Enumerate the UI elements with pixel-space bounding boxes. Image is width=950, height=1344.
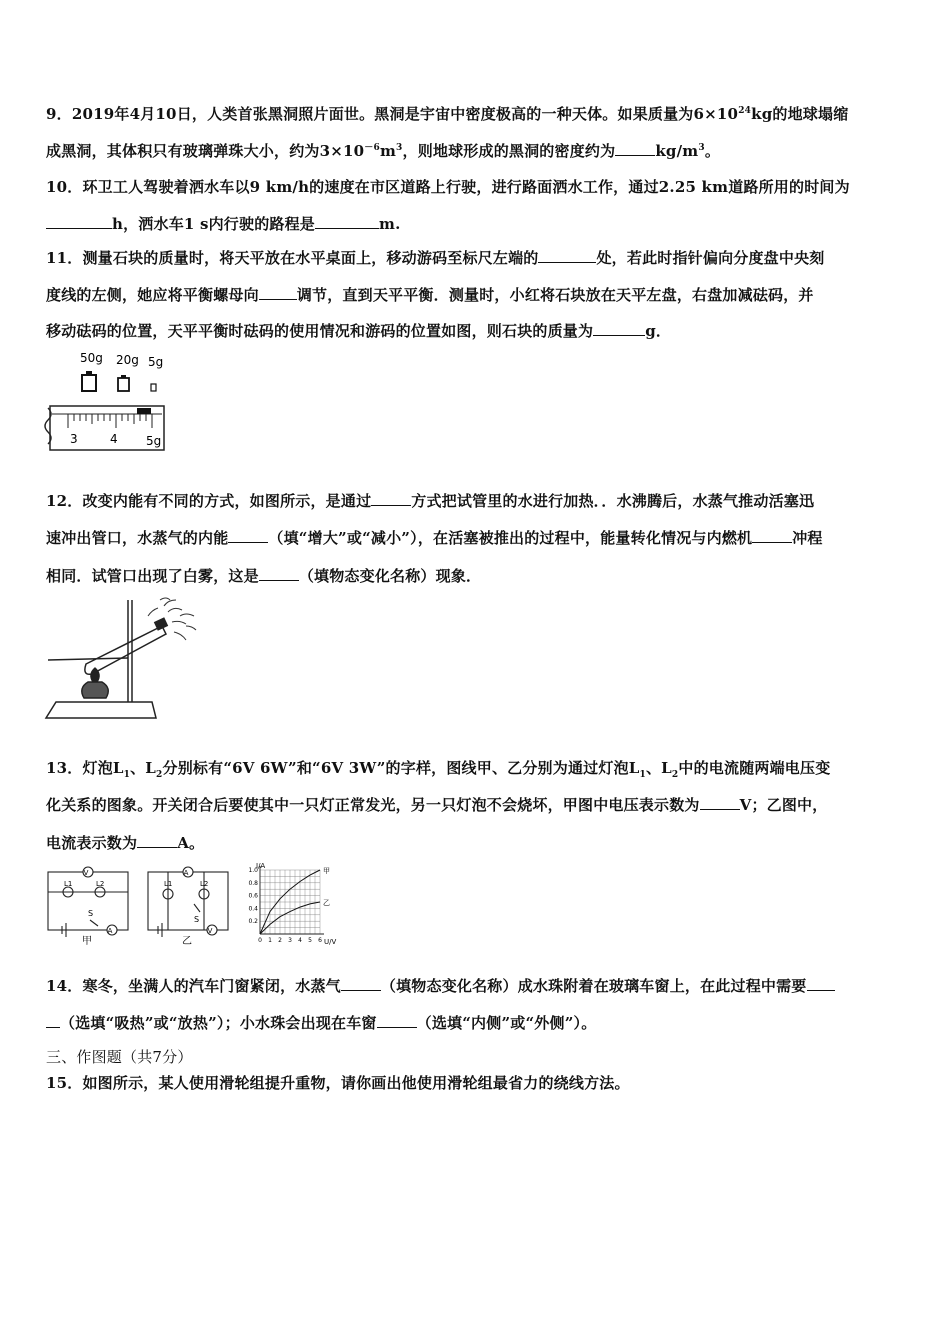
q13-text: 13．灯泡L — [46, 759, 124, 777]
q9-text: kg/m — [655, 142, 699, 160]
q13-subscript: 2 — [671, 770, 679, 780]
q9-text: ，则地球形成的黑洞的密度约为 — [402, 142, 616, 160]
q9-line2 — [46, 140, 916, 161]
q13-line2 — [46, 794, 916, 815]
q11-text: 11．测量石块的质量时，将天平放在水平桌面上，移动游码至标尺左端的 — [46, 249, 539, 267]
q9-text: m — [379, 142, 397, 160]
q13-text: 电流表示数为 — [46, 834, 138, 852]
q13-text: A。 — [177, 834, 205, 852]
q11-answer-blank-3[interactable] — [593, 321, 645, 336]
q12-line3 — [46, 565, 916, 586]
graph-x-tick-label: 5 — [308, 937, 312, 944]
circuit-jia-switch-label: S — [88, 909, 94, 918]
q10-line2 — [46, 213, 916, 234]
q9-exponent: －6 — [364, 143, 380, 153]
q15-line1 — [46, 1072, 916, 1093]
q11-text: 处，若此时指针偏向分度盘中央刻 — [596, 249, 825, 267]
q12-test-tube-figure — [44, 592, 204, 724]
circuit-yi-switch-label: S — [194, 915, 200, 924]
q10-answer-blank-time[interactable] — [46, 214, 112, 229]
switch-icon — [194, 904, 200, 912]
q9-text: 成黑洞，其体积只有玻璃弹珠大小，约为3×10 — [46, 142, 365, 160]
q11-line2 — [46, 284, 916, 305]
circuit-jia-voltmeter-label: V — [83, 869, 89, 877]
graph-ylabel: I/A — [256, 862, 266, 870]
q12-text: （填物态变化名称）现象． — [298, 567, 482, 585]
q13-line3 — [46, 832, 916, 853]
q12-line2 — [46, 527, 916, 548]
graph-x-tick-label: 3 — [288, 937, 292, 944]
graph-y-tick-label: 1.0 — [248, 867, 258, 874]
q9-text: 。 — [704, 142, 721, 160]
q12-answer-blank-4[interactable] — [259, 566, 299, 581]
q14-answer-blank-2a[interactable] — [807, 976, 835, 991]
q13-subscript: 1 — [639, 770, 646, 780]
q15-text: 15．如图所示，某人使用滑轮组提升重物，请你画出他使用滑轮组最省力的绕线方法。 — [46, 1074, 630, 1092]
test-tube-icon — [48, 618, 167, 674]
q9-line1 — [46, 103, 916, 124]
circuit-jia-label: 甲 — [82, 936, 92, 946]
q14-text: （填物态变化名称）成水珠附着在玻璃车窗上，在此过程中需要 — [380, 977, 807, 995]
q12-text: 冲程 — [792, 529, 823, 547]
q13-text: 化关系的图象。开关闭合后要使其中一只灯正常发光，另一只灯泡不会烧坏，甲图中电压表示数为 — [46, 796, 700, 814]
q12-text: 相同．试管口出现了白雾，这是 — [46, 567, 259, 585]
q11-text: g． — [645, 322, 672, 340]
q12-text: 12．改变内能有不同的方式，如图所示，是通过 — [46, 492, 372, 510]
q14-text: （选填“吸热”或“放热”）；小水珠会出现在车窗 — [60, 1014, 377, 1032]
graph-y-tick-label: 0.6 — [248, 892, 258, 900]
q14-answer-blank-3[interactable] — [377, 1013, 417, 1028]
weight-label-50g: 50g — [80, 351, 103, 365]
rider-scale — [45, 406, 164, 450]
q9-text: kg的地球塌缩 — [751, 105, 849, 123]
q12-answer-blank-1[interactable] — [371, 491, 411, 506]
q9-exponent: 24 — [738, 106, 752, 116]
q11-text: 调节，直到天平平衡．测量时，小红将石块放在天平左盘，右盘加减砝码，并 — [296, 286, 814, 304]
q11-answer-blank-1[interactable] — [538, 248, 596, 263]
circuit-yi-ammeter-label: A — [183, 869, 189, 877]
q10-line1 — [46, 176, 916, 197]
q9-text: 9．2019年4月10日，人类首张黑洞照片面世。黑洞是宇宙中密度极高的一种天体。如果质量为6×10 — [46, 105, 739, 123]
circuit-yi-l2-label: L2 — [200, 880, 209, 888]
q14-text: 14．寒冬，坐满人的汽车门窗紧闭，水蒸气 — [46, 977, 341, 995]
weight-20g-icon — [118, 375, 129, 391]
scale-label-4: 4 — [110, 432, 118, 446]
q10-text: 10．环卫工人驾驶着洒水车以9 km/h的速度在市区道路上行驶，进行路面洒水工作，通过2.25 km道路所用的时间为 — [46, 178, 850, 196]
circuit-yi-label: 乙 — [182, 936, 192, 946]
graph-series-label: 乙 — [323, 899, 330, 907]
graph-x-tick-label: 4 — [298, 937, 302, 944]
q14-line1 — [46, 975, 916, 996]
q14-answer-blank-2b[interactable] — [46, 1013, 60, 1028]
q11-line3 — [46, 320, 916, 341]
circuit-yi-l1-label: L1 — [164, 880, 173, 888]
q10-answer-blank-distance[interactable] — [315, 214, 379, 229]
circuit-jia-l1-label: L1 — [64, 880, 73, 888]
q13-subscript: 1 — [123, 770, 131, 780]
weight-label-5g: 5g — [148, 355, 164, 369]
section-3-heading — [46, 1046, 916, 1067]
q10-text: h，洒水车1 s内行驶的路程是 — [112, 215, 316, 233]
weight-50g-icon — [82, 371, 96, 391]
section-3-title: 三、作图题（共7分） — [46, 1048, 193, 1066]
scale-label-3: 3 — [70, 432, 78, 446]
q11-answer-blank-2[interactable] — [259, 285, 297, 300]
q9-answer-blank[interactable] — [615, 141, 655, 156]
q13-answer-blank-voltage[interactable] — [700, 795, 740, 810]
weight-label-20g: 20g — [116, 353, 139, 367]
weight-5g-icon — [151, 384, 156, 391]
q13-circuit-figures — [44, 860, 232, 946]
q12-line1 — [46, 490, 916, 511]
q12-answer-blank-3[interactable] — [752, 528, 792, 543]
q14-answer-blank-1[interactable] — [341, 976, 381, 991]
graph-y-tick-label: 0.2 — [248, 918, 258, 926]
scale-label-5g: 5g — [146, 434, 162, 448]
circuit-jia — [48, 867, 128, 937]
graph-xlabel: U/V — [324, 938, 337, 946]
switch-icon — [90, 920, 98, 926]
q9-exponent: 3 — [396, 143, 403, 153]
q11-line1 — [46, 247, 916, 268]
q13-text: V；乙图中， — [739, 796, 828, 814]
q14-text: （选填“内侧”或“外侧”）。 — [416, 1014, 597, 1032]
q13-subscript: 2 — [156, 770, 163, 780]
graph-y-tick-label: 0.8 — [248, 879, 258, 887]
graph-x-tick-label: 2 — [278, 937, 282, 944]
q12-text: 速冲出管口，水蒸气的内能 — [46, 529, 229, 547]
q12-text: （填“增大”或“减小”），在活塞被推出的过程中，能量转化情况与内燃机 — [268, 529, 753, 547]
q13-text: 中的电流随两端电压变 — [678, 759, 831, 777]
graph-series-label: 甲 — [323, 867, 330, 875]
q13-text: 、L — [645, 759, 672, 777]
circuit-jia-l2-label: L2 — [96, 880, 105, 888]
q11-text: 度线的左侧，她应将平衡螺母向 — [46, 286, 259, 304]
steam-lines — [148, 598, 196, 640]
q13-line1 — [46, 757, 916, 780]
q13-text: 、L — [130, 759, 157, 777]
circuit-yi — [148, 867, 228, 937]
circuit-yi-voltmeter-label: V — [207, 927, 213, 935]
q11-balance-figure — [44, 348, 170, 456]
q12-text: 方式把试管里的水进行加热．．水沸腾后，水蒸气推动活塞迅 — [411, 492, 815, 510]
rider-marker — [137, 408, 151, 414]
q14-line2 — [46, 1012, 916, 1033]
circuit-jia-ammeter-label: A — [107, 927, 113, 935]
graph-x-tick-label: 0 — [258, 937, 262, 944]
q10-text: m. — [379, 215, 401, 233]
q12-answer-blank-2[interactable] — [228, 528, 268, 543]
q9-exponent: 3 — [698, 143, 705, 153]
q13-text: 分别标有“6V 6W”和“6V 3W”的字样，图线甲、乙分别为通过灯泡L — [162, 759, 640, 777]
q13-iv-graph — [236, 860, 344, 946]
graph-x-tick-label: 1 — [268, 937, 272, 944]
q13-answer-blank-current[interactable] — [137, 833, 177, 848]
graph-x-tick-label: 6 — [318, 937, 322, 944]
q11-text: 移动砝码的位置，天平平衡时砝码的使用情况和游码的位置如图，则石块的质量为 — [46, 322, 594, 340]
graph-y-tick-label: 0.4 — [248, 905, 258, 913]
